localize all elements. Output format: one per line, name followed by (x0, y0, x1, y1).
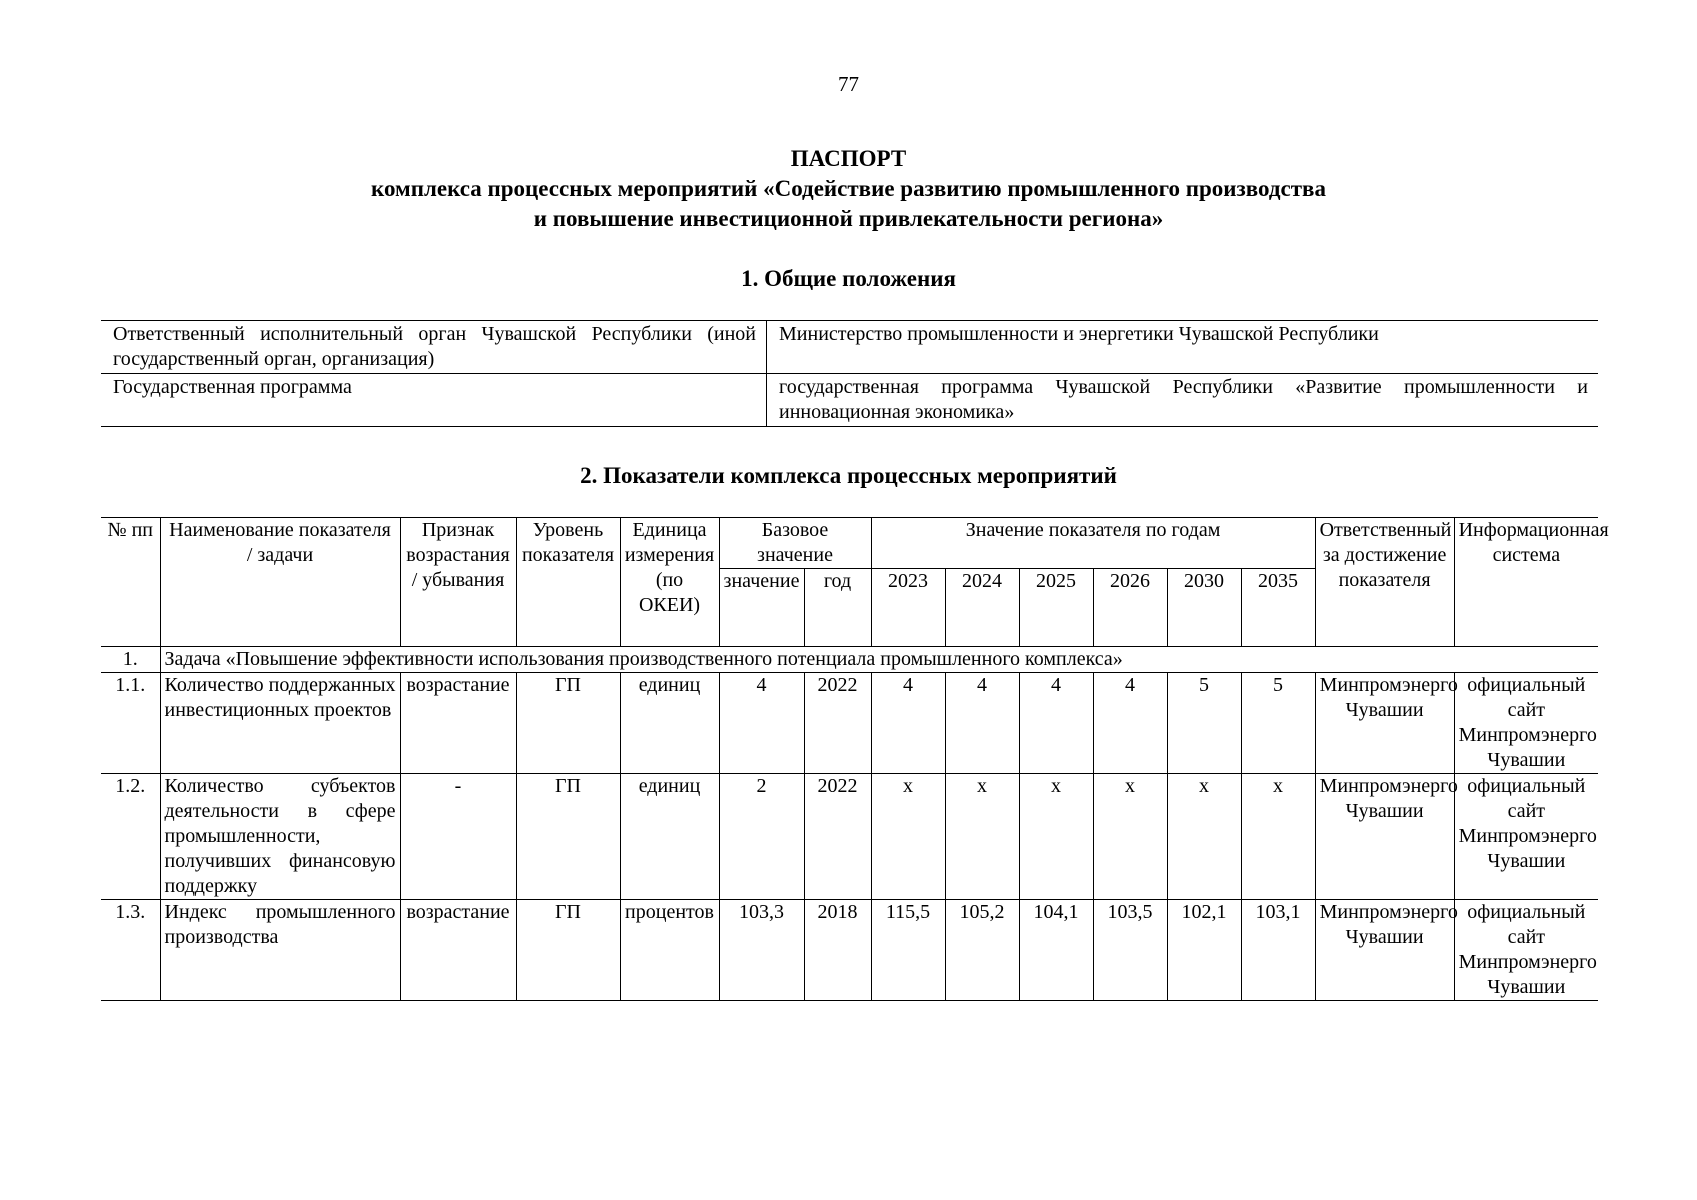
row-num: 1.2. (101, 774, 160, 900)
row-num: 1.3. (101, 900, 160, 1001)
header-base-year: год (804, 569, 871, 647)
row-value-2023: 115,5 (871, 900, 945, 1001)
header-name: Наименование показателя / задачи (160, 518, 400, 647)
header-year-2023: 2023 (871, 569, 945, 647)
row-sign: возрастание (400, 673, 516, 774)
row-name: Количество субъектов деятельности в сфере промышленности, получивших финансовую поддержку (160, 774, 400, 900)
responsible-body-value: Министерство промышленности и энергетики Чувашской Республики (779, 323, 1379, 345)
responsible-body-label: Ответственный исполнительный орган Чувашской Республики (иной государственный орган, организация) (101, 321, 767, 374)
row-base-year: 2022 (804, 774, 871, 900)
row-name: Индекс промышленного производства (160, 900, 400, 1001)
row-info-system: официальный сайт Минпромэнерго Чувашии (1454, 900, 1598, 1001)
state-program-label: Государственная программа (101, 374, 767, 427)
table-row (101, 900, 1598, 1001)
row-value-2030: х (1167, 774, 1241, 900)
table-row (101, 374, 1598, 427)
task-text: Задача «Повышение эффективности использования производственного потенциала промышленного комплекса» (160, 647, 1598, 673)
row-base-value: 2 (719, 774, 804, 900)
header-row (101, 518, 1598, 569)
general-provisions-table (101, 320, 1598, 427)
row-base-value: 103,3 (719, 900, 804, 1001)
row-value-2025: х (1019, 774, 1093, 900)
row-value-2030: 102,1 (1167, 900, 1241, 1001)
row-responsible: Минпромэнерго Чувашии (1315, 673, 1454, 774)
document-title (0, 144, 1697, 234)
header-year-2024: 2024 (945, 569, 1019, 647)
section-2-heading: 2. Показатели комплекса процессных мероприятий (580, 463, 1117, 488)
row-responsible: Минпромэнерго Чувашии (1315, 900, 1454, 1001)
row-unit: процентов (620, 900, 719, 1001)
header-by-years: Значение показателя по годам (871, 518, 1315, 569)
state-program-value: государственная программа Чувашской Республики «Развитие промышленности и инновационная экономика» (779, 376, 1588, 423)
row-value-2026: х (1093, 774, 1167, 900)
row-level: ГП (516, 900, 620, 1001)
row-value-2024: х (945, 774, 1019, 900)
row-info-system: официальный сайт Минпромэнерго Чувашии (1454, 673, 1598, 774)
table-row (101, 774, 1598, 900)
row-value-2026: 4 (1093, 673, 1167, 774)
row-unit: единиц (620, 673, 719, 774)
row-value-2026: 103,5 (1093, 900, 1167, 1001)
header-base: Базовое значение (719, 518, 871, 569)
task-row (101, 647, 1598, 673)
header-num: № пп (101, 518, 160, 647)
table-row (101, 321, 1598, 374)
row-info-system: официальный сайт Минпромэнерго Чувашии (1454, 774, 1598, 900)
row-value-2035: 5 (1241, 673, 1315, 774)
row-value-2023: х (871, 774, 945, 900)
header-responsible: Ответственный за достижение показателя (1315, 518, 1454, 647)
row-base-year: 2022 (804, 673, 871, 774)
header-level: Уровень показателя (516, 518, 620, 647)
row-name: Количество поддержанных инвестиционных проектов (160, 673, 400, 774)
header-info-system: Информационная система (1454, 518, 1598, 647)
header-unit: Единица измерения (по ОКЕИ) (620, 518, 719, 647)
header-year-2026: 2026 (1093, 569, 1167, 647)
row-value-2024: 105,2 (945, 900, 1019, 1001)
title-subtitle-line-1: комплекса процессных мероприятий «Содействие развитию промышленного производства (371, 176, 1326, 201)
title-subtitle-line-2: и повышение инвестиционной привлекательности региона» (533, 206, 1164, 231)
header-year-2030: 2030 (1167, 569, 1241, 647)
row-value-2035: 103,1 (1241, 900, 1315, 1001)
row-sign: возрастание (400, 900, 516, 1001)
row-value-2035: х (1241, 774, 1315, 900)
row-unit: единиц (620, 774, 719, 900)
row-num: 1.1. (101, 673, 160, 774)
header-year-2035: 2035 (1241, 569, 1315, 647)
indicators-table (101, 517, 1609, 1001)
header-year-2025: 2025 (1019, 569, 1093, 647)
row-value-2024: 4 (945, 673, 1019, 774)
row-value-2023: 4 (871, 673, 945, 774)
section-1-heading: 1. Общие положения (741, 266, 956, 291)
row-value-2025: 4 (1019, 673, 1093, 774)
page-number: 77 (838, 72, 859, 96)
row-value-2030: 5 (1167, 673, 1241, 774)
row-base-value: 4 (719, 673, 804, 774)
row-value-2025: 104,1 (1019, 900, 1093, 1001)
task-num: 1. (101, 647, 160, 673)
row-responsible: Минпромэнерго Чувашии (1315, 774, 1454, 900)
row-sign: - (400, 774, 516, 900)
header-base-value: значение (719, 569, 804, 647)
row-level: ГП (516, 673, 620, 774)
title-heading: ПАСПОРТ (790, 146, 907, 171)
row-level: ГП (516, 774, 620, 900)
header-sign: Признак возрастания / убывания (400, 518, 516, 647)
row-base-year: 2018 (804, 900, 871, 1001)
table-row (101, 673, 1598, 774)
